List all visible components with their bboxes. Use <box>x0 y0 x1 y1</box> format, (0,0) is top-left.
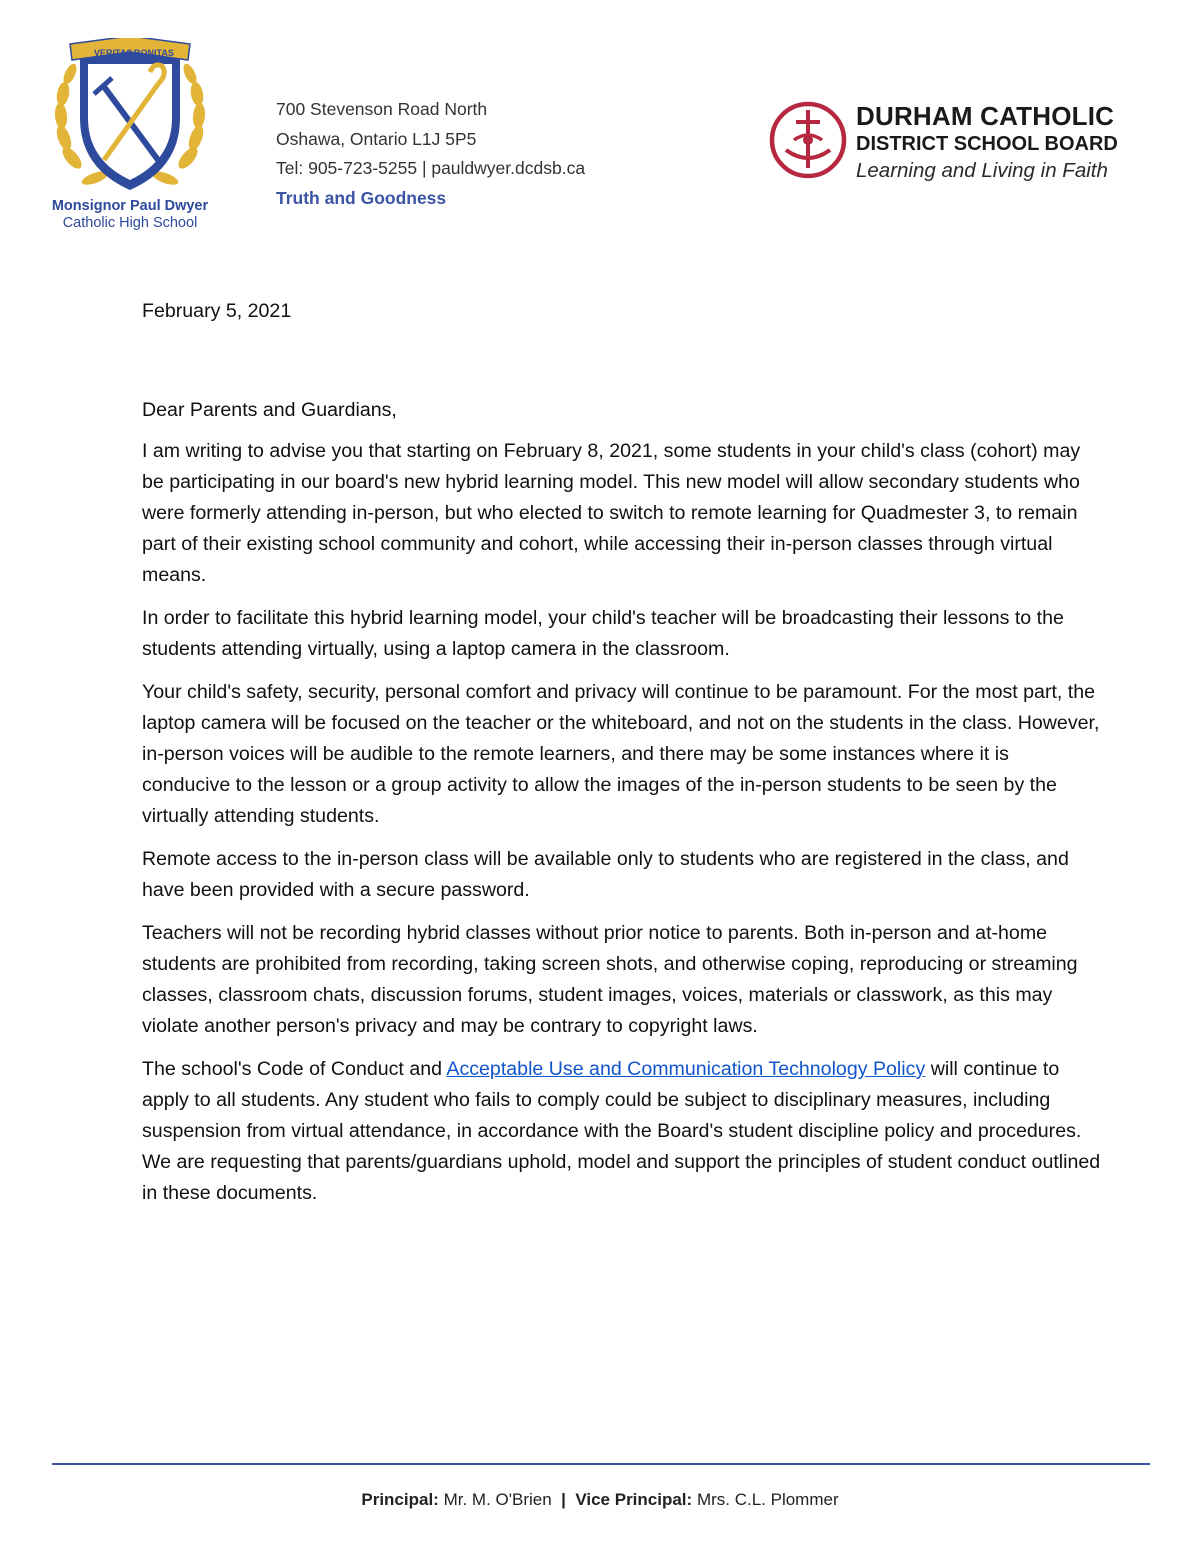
school-motto: Truth and Goodness <box>276 187 447 208</box>
footer-staff-line <box>0 1490 1200 1510</box>
acceptable-use-policy-link[interactable]: Acceptable Use and Communication Technology Policy <box>446 1058 926 1080</box>
principal-name: Mr. M. O'Brien <box>443 1490 552 1509</box>
school-name-line1: Monsignor Paul Dwyer <box>51 198 209 214</box>
address-line2: Oshawa, Ontario L1J 5P5 <box>276 128 477 149</box>
crest-banner-right: BONITAS <box>134 48 174 58</box>
board-tagline: Learning and Living in Faith <box>856 159 1108 182</box>
paragraph-2: In order to facilitate this hybrid learning model, your child's teacher will be broadcasting their lessons to the students attending virtually, using a laptop camera in the classroom. <box>142 607 1064 660</box>
crest-banner-left: VERITAS <box>94 48 133 58</box>
board-name-line2: DISTRICT SCHOOL BOARD <box>856 133 1118 155</box>
paragraph-6-lead: The school's Code of Conduct and <box>142 1058 447 1080</box>
paragraph-6-rest: will continue to apply to all students. Any student who fails to comply could be subject to disciplinary measures, including suspension from virtual attendance, in accordance with the Board's student discipline policy and procedures. We are requesting that parents/guardians uphold, model and support the principles of student conduct outlined in these documents. <box>142 1058 1101 1204</box>
principal-label: Principal: <box>361 1490 439 1509</box>
board-logo <box>768 100 1158 190</box>
footer-separator: | <box>561 1490 566 1509</box>
paragraph-4: Remote access to the in-person class will be available only to students who are registered in the class, and have been provided with a secure password. <box>142 848 1069 901</box>
board-cross-icon <box>768 100 852 184</box>
address-line1: 700 Stevenson Road North <box>276 99 488 119</box>
school-name <box>44 198 216 232</box>
board-name-line1: DURHAM CATHOLIC <box>856 101 1115 131</box>
school-crest-logo <box>44 38 216 234</box>
paragraph-1: I am writing to advise you that starting on February 8, 2021, some students in your child's class (cohort) may be participating in our board's new hybrid learning model. This new model will allow secondary students who were formerly attending in-person, but who elected to switch to remote learning for Quadmester 3, to remain part of their existing school community and cohort, while accessing their in-person classes through virtual means. <box>142 440 1081 586</box>
crest-emblem-icon <box>50 38 210 196</box>
paragraph-3: Your child's safety, security, personal comfort and privacy will continue to be paramount. For the most part, the laptop camera will be focused on the teacher or the whiteboard, and not on the students in the class. However, in-person voices will be audible to the remote learners, and there may be some instances where it is conducive to the lesson or a group activity to allow the images of the in-person students to be seen by the virtually attending students. <box>142 681 1100 827</box>
school-name-line2: Catholic High School <box>62 215 198 231</box>
footer-divider <box>52 1463 1150 1465</box>
paragraph-6 <box>142 1054 1102 1209</box>
contact-line: Tel: 905-723-5255 | pauldwyer.dcdsb.ca <box>276 158 586 178</box>
vice-principal-name: Mrs. C.L. Plommer <box>696 1490 839 1509</box>
school-address-block <box>276 95 585 213</box>
paragraph-5: Teachers will not be recording hybrid classes without prior notice to parents. Both in-person and at-home students are prohibited from recording, taking screen shots, and otherwise coping, reproducing or streaming classes, classroom chats, discussion forums, student images, voices, materials or classwork, as this may violate another person's privacy and may be contrary to copyright laws. <box>142 922 1078 1037</box>
letter-date: February 5, 2021 <box>142 300 292 322</box>
letter-body <box>142 296 1102 1221</box>
vice-principal-label: Vice Principal: <box>575 1490 693 1509</box>
letter-salutation: Dear Parents and Guardians, <box>142 399 397 421</box>
